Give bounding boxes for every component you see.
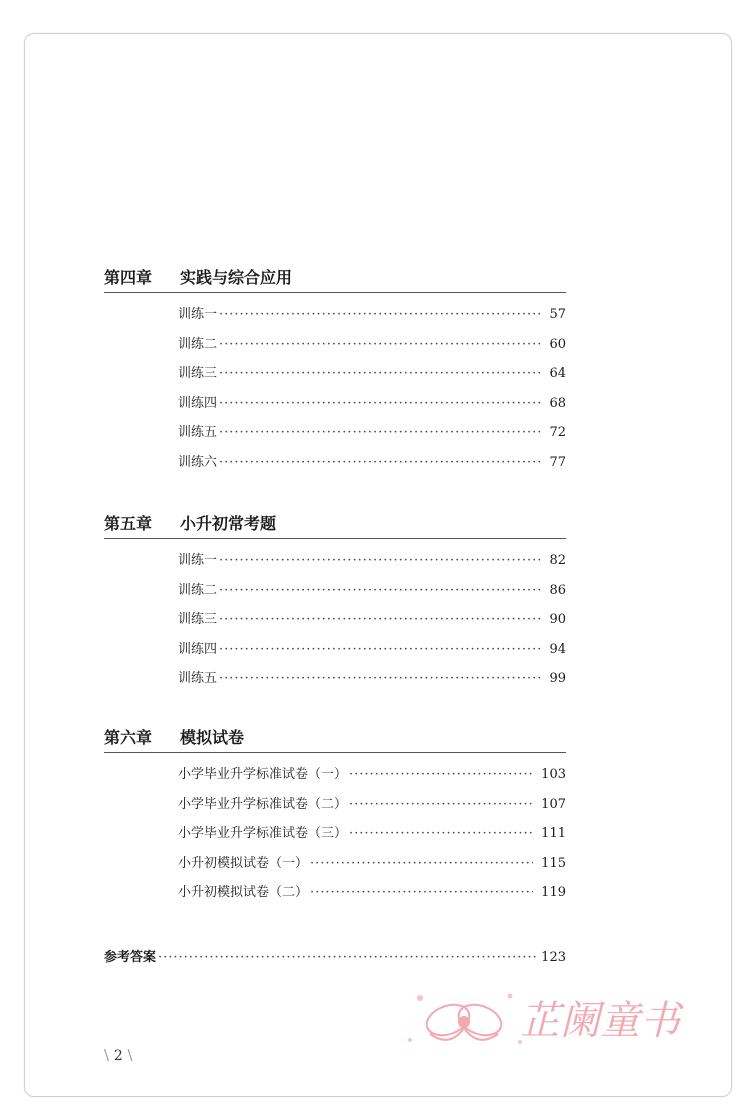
toc-entry[interactable] — [104, 451, 566, 481]
toc-entry-page: 68 — [549, 395, 566, 411]
chapter-title: 模拟试卷 — [180, 728, 245, 747]
leader-dots — [310, 885, 533, 900]
answers-label: 参考答案 — [104, 950, 157, 965]
toc-entry-page: 115 — [541, 855, 566, 871]
chapter-heading — [104, 264, 566, 293]
toc-entry-page: 60 — [549, 336, 566, 352]
toc-entry-page: 99 — [549, 671, 566, 686]
toc-entry[interactable] — [104, 608, 566, 638]
toc-entry-label: 训练三 — [178, 366, 218, 381]
chapter-title: 实践与综合应用 — [180, 268, 293, 287]
leader-dots — [219, 307, 541, 322]
toc-entry-label: 训练一 — [178, 307, 218, 322]
leader-dots — [219, 455, 541, 470]
leader-dots — [219, 583, 541, 598]
toc-entry[interactable] — [104, 793, 566, 823]
toc-entry-label: 训练三 — [178, 612, 218, 627]
chapter-section — [104, 724, 566, 911]
toc-entry-page: 119 — [541, 885, 566, 900]
leader-dots — [349, 797, 533, 812]
toc-entry[interactable] — [104, 333, 566, 363]
leader-dots — [219, 425, 541, 440]
answers-page: 123 — [541, 950, 566, 965]
toc-entry[interactable] — [104, 362, 566, 392]
toc-entry[interactable] — [104, 852, 566, 882]
chapter-number: 第四章 — [104, 268, 153, 287]
leader-dots — [349, 767, 533, 782]
toc-entry[interactable] — [104, 822, 566, 852]
toc-entry-page: 57 — [549, 307, 566, 322]
toc-entry-label: 训练六 — [178, 454, 218, 470]
toc-entry-label: 训练五 — [178, 425, 218, 440]
toc-entry-label: 小学毕业升学标准试卷（一） — [178, 767, 348, 782]
toc-entry[interactable] — [104, 638, 566, 668]
toc-entry[interactable] — [104, 549, 566, 579]
toc-entry-page: 107 — [541, 796, 566, 812]
toc-entry-label: 训练四 — [178, 395, 218, 411]
toc-entry-label: 训练四 — [178, 641, 218, 657]
toc-entries — [104, 549, 566, 697]
toc-entry-label: 小学毕业升学标准试卷（二） — [178, 796, 348, 812]
toc-entry-page: 111 — [541, 826, 566, 841]
leader-dots — [219, 366, 541, 381]
toc-entry[interactable] — [104, 763, 566, 793]
chapter-section — [104, 510, 566, 697]
chapter-title: 小升初常考题 — [180, 514, 277, 533]
leader-dots — [219, 396, 541, 411]
page-number: \ 2 \ — [104, 1046, 133, 1064]
chapter-heading — [104, 510, 566, 539]
toc-entry-page: 82 — [549, 553, 566, 568]
toc-entry[interactable] — [104, 881, 566, 911]
chapter-section — [104, 264, 566, 480]
chapter-number: 第五章 — [104, 514, 153, 533]
toc-entry-label: 小升初模拟试卷（一） — [178, 855, 309, 871]
toc-entry[interactable] — [104, 667, 566, 697]
leader-dots — [219, 612, 541, 627]
leader-dots — [158, 950, 539, 965]
toc-entries — [104, 763, 566, 911]
toc-entry[interactable] — [104, 303, 566, 333]
leader-dots — [349, 826, 533, 841]
toc-entry-label: 训练二 — [178, 336, 218, 352]
leader-dots — [219, 671, 541, 686]
chapter-number: 第六章 — [104, 728, 153, 747]
toc-entry-page: 64 — [549, 366, 566, 381]
toc-entry-label: 训练二 — [178, 582, 218, 598]
watermark-text: 芷阑童书 — [520, 998, 680, 1044]
toc-entry-label: 小学毕业升学标准试卷（三） — [178, 826, 348, 841]
toc-entry-label: 训练五 — [178, 671, 218, 686]
toc-entry-page: 90 — [549, 612, 566, 627]
toc-entry-page: 103 — [541, 767, 566, 782]
toc-entry[interactable] — [104, 421, 566, 451]
leader-dots — [219, 553, 541, 568]
toc-entry-page: 77 — [549, 454, 566, 470]
chapter-heading — [104, 724, 566, 753]
toc-entries — [104, 303, 566, 480]
watermark-logo — [390, 978, 720, 1058]
toc-entry-answers[interactable] — [104, 946, 566, 965]
toc-entry-label: 训练一 — [178, 553, 218, 568]
toc-entry[interactable] — [104, 579, 566, 609]
toc-entry-page: 72 — [549, 425, 566, 440]
toc-entry-label: 小升初模拟试卷（二） — [178, 885, 309, 900]
toc-entry-page: 86 — [549, 582, 566, 598]
leader-dots — [219, 642, 541, 657]
toc-entry-page: 94 — [549, 641, 566, 657]
toc-entry[interactable] — [104, 392, 566, 422]
leader-dots — [219, 337, 541, 352]
leader-dots — [310, 856, 533, 871]
